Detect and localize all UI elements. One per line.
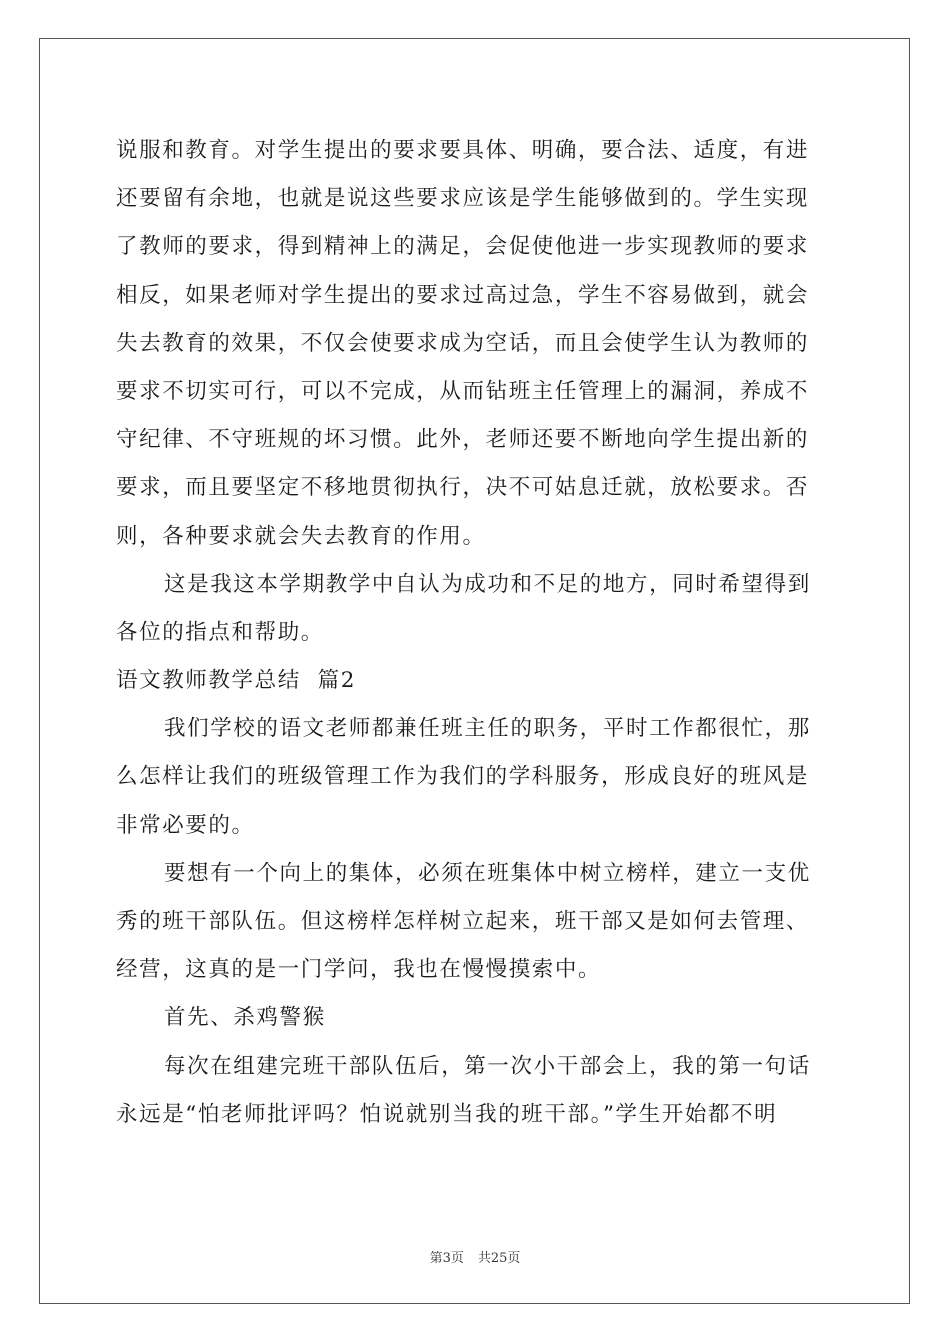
page-total: 共25页	[477, 1251, 521, 1266]
subheading-line: 首先、杀鸡警猴	[164, 1005, 326, 1031]
text-line: 要求，而且要坚定不移地贯彻执行，决不可姑息迁就，放松要求。否	[116, 475, 810, 501]
text-line: 每次在组建完班干部队伍后，第一次小干部会上，我的第一句话	[164, 1053, 811, 1079]
text-line: 秀的班干部队伍。但这榜样怎样树立起来，班干部又是如何去管理、	[116, 909, 810, 934]
text-line: 还要留有余地，也就是说这些要求应该是学生能够做到的。学生实现	[116, 186, 810, 212]
text-line: 则，各种要求就会失去教育的作用。	[116, 523, 486, 549]
text-line: 失去教育的效果，不仅会使要求成为空话，而且会使学生认为教师的	[116, 330, 810, 356]
text-line: 说服和教育。对学生提出的要求要具体、明确，要合法、适度，有进	[116, 138, 810, 163]
text-line: 永远是“怕老师批评吗？怕说就别当我的班干部。”学生开始都不明	[116, 1101, 778, 1127]
text-line: 我们学校的语文老师都兼任班主任的职务，平时工作都很忙，那	[164, 716, 811, 742]
section-heading: 语文教师教学总结 篇2	[116, 668, 357, 694]
text-line: 经营，这真的是一门学问，我也在慢慢摸索中。	[116, 957, 602, 983]
text-line: 么怎样让我们的班级管理工作为我们的学科服务，形成良好的班风是	[116, 764, 810, 790]
document-body	[116, 127, 836, 1139]
text-line: 非常必要的。	[116, 812, 255, 838]
text-line: 守纪律、不守班规的坏习惯。此外，老师还要不断地向学生提出新的	[116, 427, 810, 453]
text-line: 要求不切实可行，可以不完成，从而钻班主任管理上的漏洞，养成不	[116, 378, 810, 404]
text-line: 要想有一个向上的集体，必须在班集体中树立榜样，建立一支优	[164, 860, 811, 886]
page-footer	[0, 1247, 950, 1266]
page-number: 第3页	[429, 1251, 464, 1266]
text-line: 这是我这本学期教学中自认为成功和不足的地方，同时希望得到	[164, 571, 811, 597]
text-line: 各位的指点和帮助。	[116, 619, 324, 645]
text-line: 相反，如果老师对学生提出的要求过高过急，学生不容易做到，就会	[116, 282, 810, 308]
text-line: 了教师的要求，得到精神上的满足，会促使他进一步实现教师的要求	[116, 234, 810, 260]
